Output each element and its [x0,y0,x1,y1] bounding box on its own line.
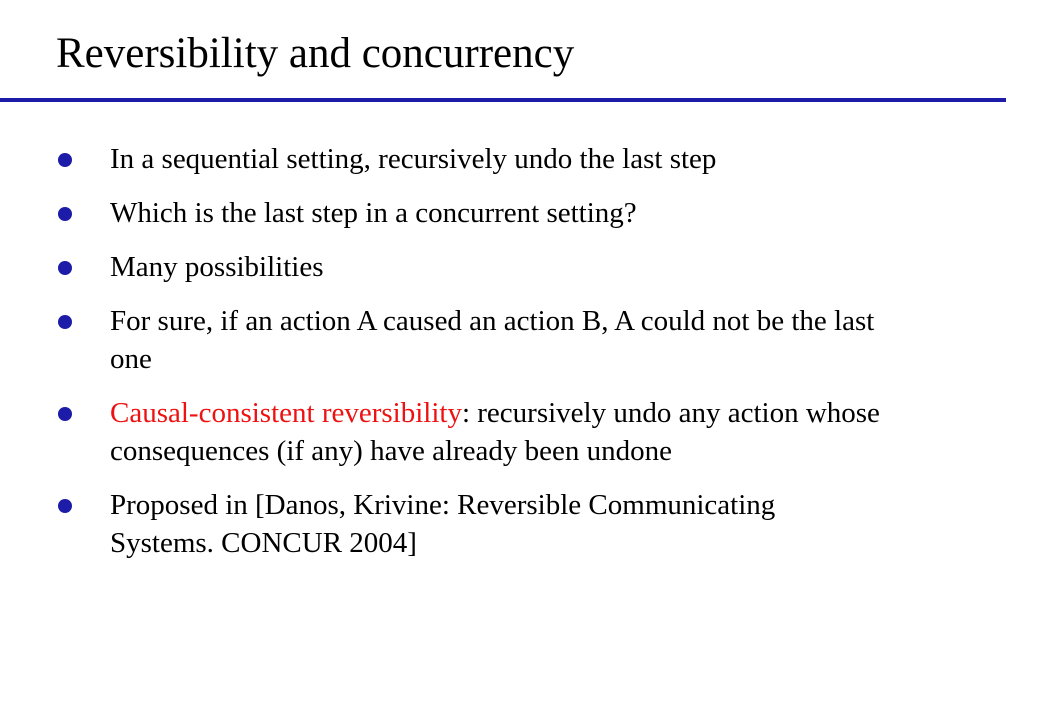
bullet-text: For sure, if an action A caused an action B, A could not be the last one [110,305,875,375]
highlighted-term: Causal-consistent reversibility [110,397,462,429]
title-underline [0,98,1006,102]
bullet-dot-icon [58,315,72,329]
bullet-item [56,394,940,470]
bullet-text: Which is the last step in a concurrent setting? [110,197,637,229]
bullet-item [56,302,910,378]
bullet-item [56,194,956,232]
bullet-text: Many possibilities [110,251,324,283]
bullet-dot-icon [58,207,72,221]
slide-title: Reversibility and concurrency [56,30,575,77]
bullet-text: Proposed in [Danos, Krivine: Reversible Communicating Systems. CONCUR 2004] [110,489,776,559]
bullet-dot-icon [58,499,72,513]
bullet-dot-icon [58,153,72,167]
bullet-text: In a sequential setting, recursively undo the last step [110,143,717,175]
bullet-item [56,248,956,286]
bullet-list [56,140,956,578]
bullet-text: : recursively undo any action whose consequences (if any) have already been undone [110,397,880,467]
bullet-dot-icon [58,261,72,275]
bullet-item [56,140,956,178]
bullet-item [56,486,830,562]
bullet-dot-icon [58,407,72,421]
